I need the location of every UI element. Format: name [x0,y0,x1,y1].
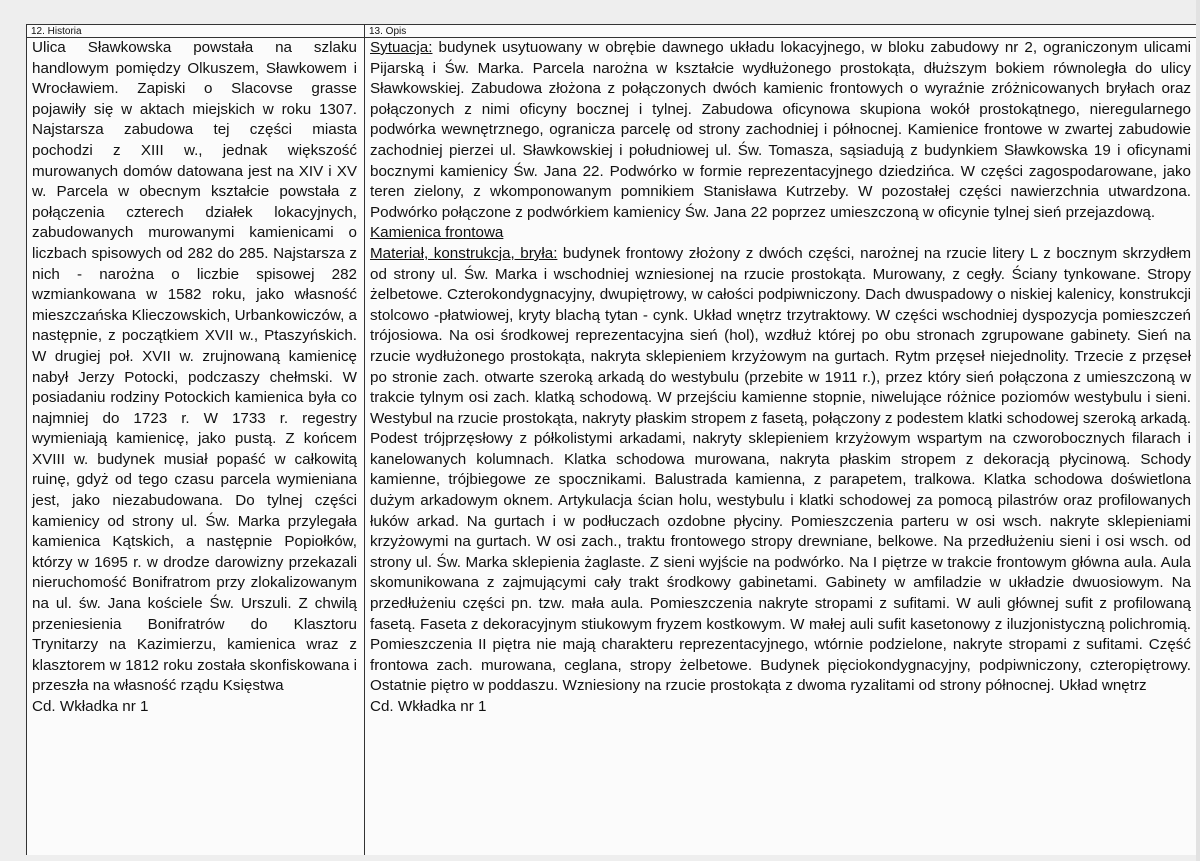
section-title: Kamienica frontowa [370,224,504,242]
description-column [365,25,1197,855]
history-header: 12. Historia [27,25,364,38]
scan-edge [1196,0,1200,861]
situation-label: Sytuacja: [370,39,433,56]
situation-text: budynek usytuowany w obrębie dawnego układu lokacyjnego, w bloku zabudowy nr 2, ograniczonym ulicami Pijarską i Św. Marka. Parcela narożna w kształcie wydłużonego prostokąta, dłuższym bokiem równoległa do ulicy Sławkowskiej. Zabudowa złożona z połączonych dwóch kamienic frontowych o wyraźnie zróżnicowanych bryłach oraz połączonych z nimi oficyny bocznej i tylnej. Zabudowa oficynowa skupiona wokół prostokątnego, nieregularnego podwórka wewnętrznego, ogranicza parcelę od strony zachodniej i północnej. Kamienice frontowe w zwartej zabudowie zachodniej pierzei ul. Sławkowskiej i południowej ul. Św. Tomasza, sąsiadują z budynkiem Sławkowska 19 i oficynami bocznymi kamienicy Św. Jana 22. Podwórko w formie reprezentacyjnego dziedzińca. W części zagospodarowane, jako teren zielony, z wkomponowanym pomnikiem Stanisława Kutrzeby. W pozostałej części nawierzchnia utwardzona. Podwórko połączone z podwórkiem kamienicy Św. Jana 22 poprzez umieszczoną w oficynie tylnej sień przejazdową. [370,39,1191,221]
material-paragraph [370,244,1191,697]
material-text: budynek frontowy złożony z dwóch części, narożnej na rzucie litery L z bocznym skrzydłem od strony ul. Św. Marka i wschodniej wzniesionej na rzucie prostokąta. Murowany, z cegły. Ściany tynkowane. Stropy żelbetowe. Czterokondygnacyjny, dwupiętrowy, w całości podpiwniczony. Dach dwuspadowy o niskiej kalenicy, konstrukcji stolcowo -płatwiowej, kryty blachą tytan - cynk. Układ wnętrz trzytraktowy. W części wschodniej dyspozycja pomieszczeń trójosiowa. Na osi środkowej reprezentacyjna sień (hol), wzdłuż której po obu stronach zgrupowane gabinety. Sień na rzucie wydłużonego prostokąta, nakryta sklepieniem krzyżowym na gurtach. Rytm przęseł niejednolity. Trzecie z przęseł po stronie zach. otwarte szeroką arkadą do westybulu (przebite w 1911 r.), przez który sień połączona z umieszczoną w trakcie tylnym osi zach. klatką schodową. W przejściu kamienne stopnie, niwelujące różnice poziomów westybulu i sieni. Westybul na rzucie prostokąta, nakryty płaskim stropem z fasetą, połączony z podestem klatki schodowej szeroką arkadą. Podest trójprzęsłowy z półkolistymi arkadami, nakryty sklepieniem krzyżowym wspartym na czworobocznych filarach i kanelowanych kolumnach. Klatka schodowa murowana, nakryta płaskim stropem z dekoracją płycinową. Schody kamienne, trójbiegowe ze spocznikami. Balustrada kamienna, z parapetem, tralkowa. Klatka schodowa doświetlona dużym arkadowym oknem. Artykulacja ścian holu, westybulu i klatki schodowej za pomocą pilastrów oraz profilowanych łuków arkad. Na gurtach i w podłuczach ozdobne płyciny. Pomieszczenia parteru w osi wsch. nakryte sklepieniami krzyżowymi na gurtach. W osi zach., traktu frontowego stropy drewniane, belkowe. Na przedłużeniu sieni i osi wsch. od strony ul. Św. Marka sklepienia żaglaste. Z sieni wyjście na podwórko. Na I piętrze w trakcie frontowym główna aula. Aula skomunikowana z zajmującymi cały trakt środkowy gabinetami. Gabinety w amfiladzie w układzie dwuosiowym. Na przedłużeniu części pn. tzw. mała aula. Pomieszczenia nakryte stropami z sufitami. W auli głównej sufit z profilowaną fasetą. Faseta z dekoracyjnym stiukowym fryzem kostkowym. W małej auli sufit kasetonowy z iluzjonistyczną polichromią. Pomieszczenia II piętra nie mają charakteru reprezentacyjnego, wtórnie podzielone, nakryte stropami z sufitami. Część frontowa zach. murowana, ceglana, stropy żelbetowe. Budynek pięciokondygnacyjny, podpiwniczony, czteropiętrowy. Ostatnie piętro w poddaszu. Wzniesiony na rzucie prostokąta z dwoma ryzalitami od strony północnej. Układ wnętrz [370,244,1191,695]
description-body [365,38,1197,718]
history-body [27,38,364,718]
history-footer: Cd. Wkładka nr 1 [32,698,149,715]
description-header: 13. Opis [365,25,1197,38]
description-footer: Cd. Wkładka nr 1 [370,698,487,715]
material-label: Materiał, konstrukcja, bryła: [370,244,558,262]
situation-paragraph [370,38,1191,223]
document-sheet [26,24,1197,855]
history-text: Ulica Sławkowska powstała na szlaku handlowym pomiędzy Olkuszem, Sławkowem i Wrocławiem. Zapiski o Slacovse grasse pojawiły się w aktach miejskich w roku 1307. Najstarsza zabudowa tej części miasta pochodzi z XIII w., jednak większość murowanych domów datowana jest na XIV i XV w. Parcela w obecnym kształcie powstała z połączenia czterech działek lokacyjnych, zabudowanych murowanymi kamienicami o liczbach spisowych od 282 do 285. Najstarsza z nich - narożna o liczbie spisowej 282 wzmiankowana w 1582 roku, jako własność mieszczańska Klieczowskich, Urbankowiczów, a następnie, z początkiem XVII w., Ptaszyńskich. W drugiej poł. XVII w. zrujnowaną kamienicę nabył Jerzy Potocki, podczaszy chełmski. W posiadaniu rodziny Potockich kamienica była co najmniej do 1723 r. W 1733 r. regestry wymieniają kamienicę, jako pustą. Z końcem XVIII w. budynek musiał popaść w całkowitą ruinę, gdyż od tego czasu parcela wymieniana jest, jako niezabudowana. Do tylnej części kamienicy od strony ul. Św. Marka przylegała kamienica Kątskich, a następnie Popiołków, którzy w 1695 r. w drodze darowizny przekazali nieruchomość Bonifratrom przy zlokalizowanym na ul. św. Jana kościele Św. Urszuli. Z chwilą przeniesienia Bonifratrów do Klasztoru Trynitarzy na Kazimierzu, kamienica wraz z klasztorem w 1812 roku została skonfiskowana i przeszła na własność rządu Księstwa [32,39,357,695]
history-column [27,25,365,855]
